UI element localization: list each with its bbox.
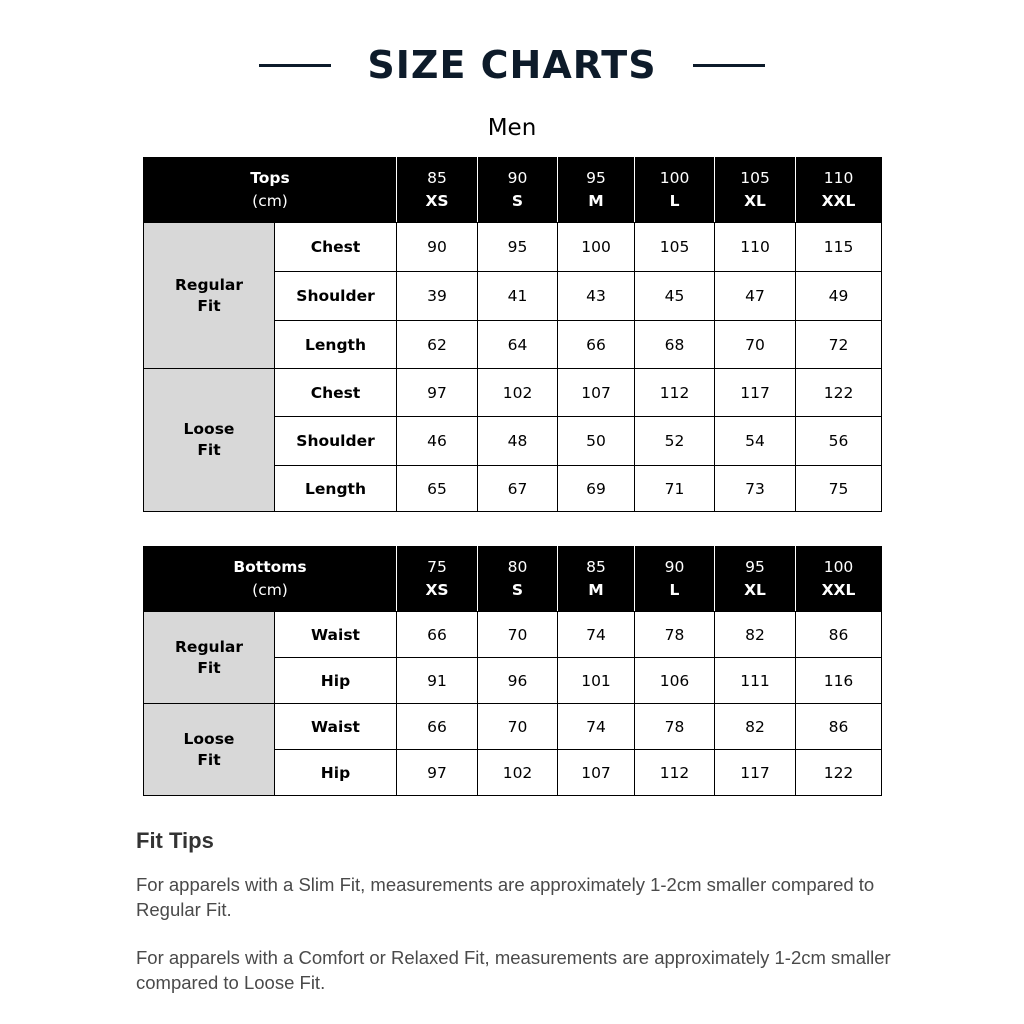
size-col-header: 80 S [478, 547, 558, 612]
value-cell: 110 [715, 223, 796, 272]
value-cell: 96 [478, 658, 558, 704]
bottoms-header-label [144, 547, 397, 612]
value-cell: 74 [558, 612, 635, 658]
header-rule-right [693, 64, 765, 67]
size-col-header: 110 XXL [796, 158, 882, 223]
value-cell: 105 [635, 223, 715, 272]
value-cell: 122 [796, 369, 882, 417]
value-cell: 106 [635, 658, 715, 704]
value-cell: 70 [478, 704, 558, 750]
value-cell: 101 [558, 658, 635, 704]
value-cell: 75 [796, 466, 882, 512]
value-cell: 52 [635, 417, 715, 466]
value-cell: 86 [796, 704, 882, 750]
tops-header-label [144, 158, 397, 223]
measurement-label: Hip [275, 750, 397, 796]
size-col-header: 75 XS [397, 547, 478, 612]
value-cell: 56 [796, 417, 882, 466]
value-cell: 82 [715, 612, 796, 658]
value-cell: 72 [796, 321, 882, 369]
table-unit: (cm) [252, 581, 288, 599]
measurement-label: Shoulder [275, 417, 397, 466]
value-cell: 117 [715, 750, 796, 796]
value-cell: 70 [715, 321, 796, 369]
value-cell: 67 [478, 466, 558, 512]
value-cell: 78 [635, 704, 715, 750]
value-cell: 91 [397, 658, 478, 704]
value-cell: 122 [796, 750, 882, 796]
value-cell: 41 [478, 272, 558, 321]
size-col-header: 85 M [558, 547, 635, 612]
size-col-header: 100 L [635, 158, 715, 223]
table-unit: (cm) [252, 192, 288, 210]
section-subtitle: Men [487, 115, 537, 141]
tops-header-row [144, 158, 882, 223]
value-cell: 49 [796, 272, 882, 321]
value-cell: 95 [478, 223, 558, 272]
measurement-label: Waist [275, 704, 397, 750]
table-category: Tops [250, 169, 290, 187]
value-cell: 45 [635, 272, 715, 321]
value-cell: 50 [558, 417, 635, 466]
value-cell: 102 [478, 369, 558, 417]
value-cell: 117 [715, 369, 796, 417]
value-cell: 97 [397, 750, 478, 796]
table-row [144, 369, 882, 417]
value-cell: 54 [715, 417, 796, 466]
value-cell: 100 [558, 223, 635, 272]
fit-group-label: Loose Fit [144, 369, 275, 512]
value-cell: 82 [715, 704, 796, 750]
value-cell: 112 [635, 750, 715, 796]
measurement-label: Length [275, 466, 397, 512]
value-cell: 66 [558, 321, 635, 369]
table-row [144, 223, 882, 272]
value-cell: 48 [478, 417, 558, 466]
size-col-header: 105 XL [715, 158, 796, 223]
measurement-label: Hip [275, 658, 397, 704]
measurement-label: Chest [275, 223, 397, 272]
value-cell: 111 [715, 658, 796, 704]
fit-tips-title: Fit Tips [136, 828, 214, 853]
value-cell: 46 [397, 417, 478, 466]
size-col-header: 90 S [478, 158, 558, 223]
value-cell: 102 [478, 750, 558, 796]
value-cell: 97 [397, 369, 478, 417]
tops-size-table [143, 157, 882, 512]
table-category: Bottoms [233, 558, 307, 576]
measurement-label: Length [275, 321, 397, 369]
value-cell: 74 [558, 704, 635, 750]
fit-tips-paragraph-container [136, 873, 896, 922]
value-cell: 43 [558, 272, 635, 321]
value-cell: 107 [558, 369, 635, 417]
value-cell: 73 [715, 466, 796, 512]
value-cell: 78 [635, 612, 715, 658]
header-rule-left [259, 64, 331, 67]
value-cell: 62 [397, 321, 478, 369]
value-cell: 68 [635, 321, 715, 369]
bottoms-header-row [144, 547, 882, 612]
table-row [144, 612, 882, 658]
value-cell: 65 [397, 466, 478, 512]
value-cell: 90 [397, 223, 478, 272]
value-cell: 115 [796, 223, 882, 272]
value-cell: 107 [558, 750, 635, 796]
measurement-label: Waist [275, 612, 397, 658]
value-cell: 64 [478, 321, 558, 369]
size-col-header: 85 XS [397, 158, 478, 223]
table-row [144, 704, 882, 750]
size-col-header: 90 L [635, 547, 715, 612]
page-title: SIZE CHARTS [367, 43, 657, 87]
value-cell: 47 [715, 272, 796, 321]
measurement-label: Chest [275, 369, 397, 417]
fit-group-label: Regular Fit [144, 223, 275, 369]
fit-group-label: Regular Fit [144, 612, 275, 704]
fit-tips-paragraph: For apparels with a Comfort or Relaxed Fit, measurements are approximately 1-2cm smaller compared to Loose Fit. [136, 947, 891, 993]
size-col-header: 100 XXL [796, 547, 882, 612]
value-cell: 71 [635, 466, 715, 512]
page-header [0, 40, 1024, 90]
value-cell: 86 [796, 612, 882, 658]
size-col-header: 95 XL [715, 547, 796, 612]
value-cell: 66 [397, 612, 478, 658]
value-cell: 39 [397, 272, 478, 321]
value-cell: 66 [397, 704, 478, 750]
bottoms-size-table [143, 546, 882, 796]
fit-tips-paragraph-container [136, 946, 896, 995]
value-cell: 69 [558, 466, 635, 512]
value-cell: 70 [478, 612, 558, 658]
value-cell: 112 [635, 369, 715, 417]
fit-group-label: Loose Fit [144, 704, 275, 796]
value-cell: 116 [796, 658, 882, 704]
size-col-header: 95 M [558, 158, 635, 223]
fit-tips-paragraph: For apparels with a Slim Fit, measurements are approximately 1-2cm smaller compared to Regular Fit. [136, 874, 875, 920]
measurement-label: Shoulder [275, 272, 397, 321]
fit-tips-section [136, 828, 896, 854]
